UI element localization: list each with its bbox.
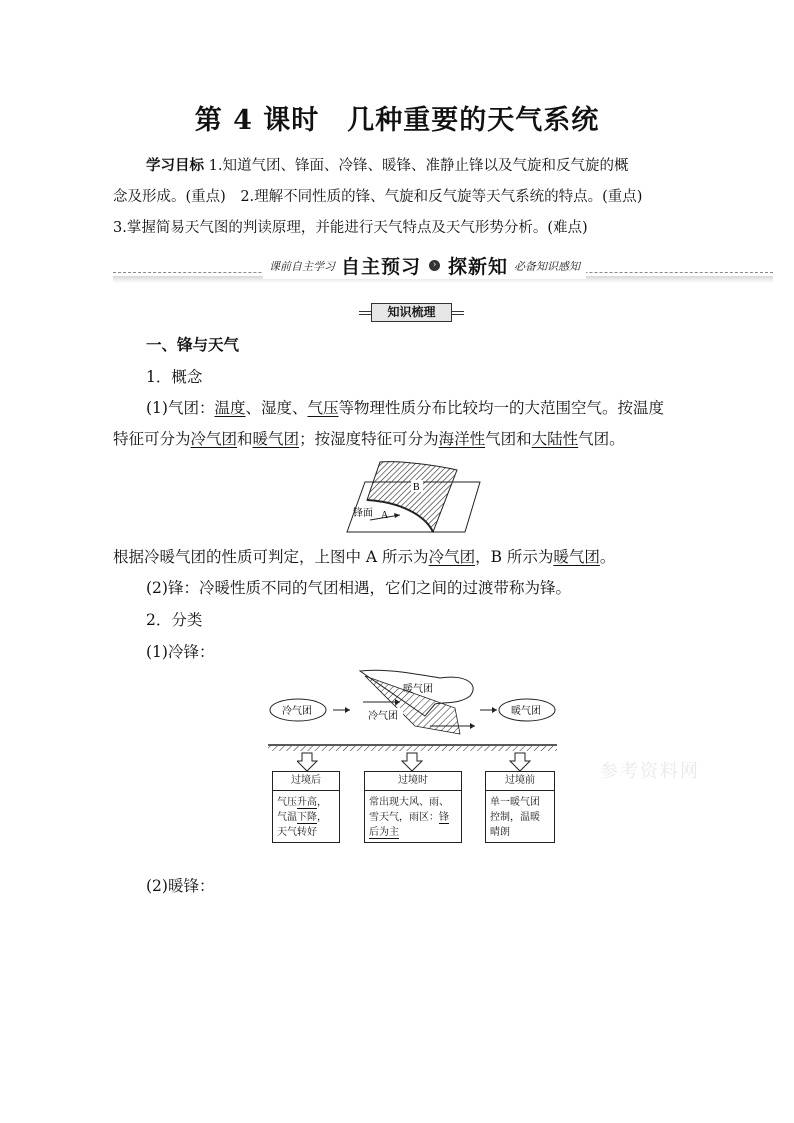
- answer-continental: 大陆性: [531, 430, 579, 448]
- chevron-right-icon: ›: [429, 260, 440, 271]
- box-before-title: 过境前: [486, 772, 554, 791]
- down-arrows: [297, 751, 537, 773]
- answer-b-warm: 暖气团: [553, 548, 600, 566]
- fig1-label-a: A: [381, 510, 389, 521]
- heading-front-weather: 一、锋与天气: [146, 335, 240, 354]
- cloud-right-label: 暖气团: [511, 706, 541, 717]
- goals-label: 学习目标: [146, 157, 204, 174]
- heading-classification: 2．分类: [146, 611, 203, 629]
- heading-concept: 1．概念: [146, 368, 203, 386]
- watermark: 参考资料网: [600, 761, 700, 782]
- page-title: 第 4 课时 几种重要的天气系统: [194, 105, 600, 136]
- section-banner: [113, 252, 773, 284]
- down-arrow-icon: [510, 753, 530, 771]
- cold-front-figure: [265, 666, 565, 756]
- section-tag: [359, 303, 464, 321]
- banner-left-label: 课前自主学习: [269, 259, 335, 273]
- answer-oceanic: 海洋性: [438, 430, 486, 448]
- box-after-title: 过境后: [273, 772, 339, 791]
- box-before-passing: 过境前 单一暖气团 控制，温暖 晴朗: [485, 771, 555, 843]
- goals-line3: 3.掌握简易天气图的判读原理，并能进行天气特点及天气形势分析。(难点): [113, 220, 588, 236]
- box-during-title: 过境时: [365, 772, 461, 791]
- fig1-label-front: 锋面: [353, 508, 373, 519]
- cloud-mid-label: 暖气团: [403, 684, 433, 695]
- heading-warm-front: (2)暖锋：: [146, 877, 215, 895]
- answer-temp-drop: 下降: [297, 812, 317, 823]
- fig1-label-b: B: [413, 482, 420, 493]
- front-surface-figure: [345, 460, 485, 535]
- box-during-passing: 过境时 常出现大风、雨、 雪天气，雨区：锋 后为主: [364, 771, 462, 843]
- section-tag-label: 知识梳理: [371, 303, 452, 322]
- answer-wendu: 温度: [214, 399, 246, 417]
- mid-cold-label: 冷气团: [368, 711, 398, 722]
- paragraph-air-mass-1: (1)气团：温度、湿度、气压等物理性质分布比较均一的大范围空气。按温度: [146, 399, 665, 417]
- paragraph-front-definition: (2)锋：冷暖性质不同的气团相遇，它们之间的过渡带称为锋。: [146, 579, 571, 597]
- paragraph-figure-answer: 根据冷暖气团的性质可判定，上图中 A 所示为冷气团，B 所示为暖气团。: [113, 548, 616, 566]
- answer-pressure-rise: 升高: [297, 797, 317, 808]
- goals-line1: 1.知道气团、锋面、冷锋、暖锋、准静止锋以及气旋和反气旋的概: [204, 158, 629, 174]
- answer-a-cold: 冷气团: [428, 548, 476, 566]
- cloud-left-label: 冷气团: [282, 706, 312, 717]
- heading-cold-front: (1)冷锋：: [146, 643, 215, 661]
- banner-right-label: 必备知识感知: [514, 259, 581, 273]
- answer-rain-area: 锋: [439, 812, 449, 823]
- goals-line2: 念及形成。(重点) 2.理解不同性质的锋、气旋和反气旋等天气系统的特点。(重点): [113, 189, 643, 205]
- banner-title-2: 探新知: [448, 256, 509, 278]
- answer-cold-mass: 冷气团: [190, 430, 238, 448]
- learning-goals: [113, 150, 673, 244]
- paragraph-air-mass-2: 特征可分为冷气团和暖气团；按湿度特征可分为海洋性气团和大陆性气团。: [113, 430, 625, 448]
- down-arrow-icon: [402, 753, 422, 771]
- banner-title-1: 自主预习: [341, 256, 422, 278]
- answer-warm-mass: 暖气团: [252, 430, 300, 448]
- down-arrow-icon: [297, 753, 317, 771]
- box-after-passing: 过境后 气压升高， 气温下降， 天气转好: [272, 771, 340, 843]
- answer-qiya: 气压: [307, 399, 339, 417]
